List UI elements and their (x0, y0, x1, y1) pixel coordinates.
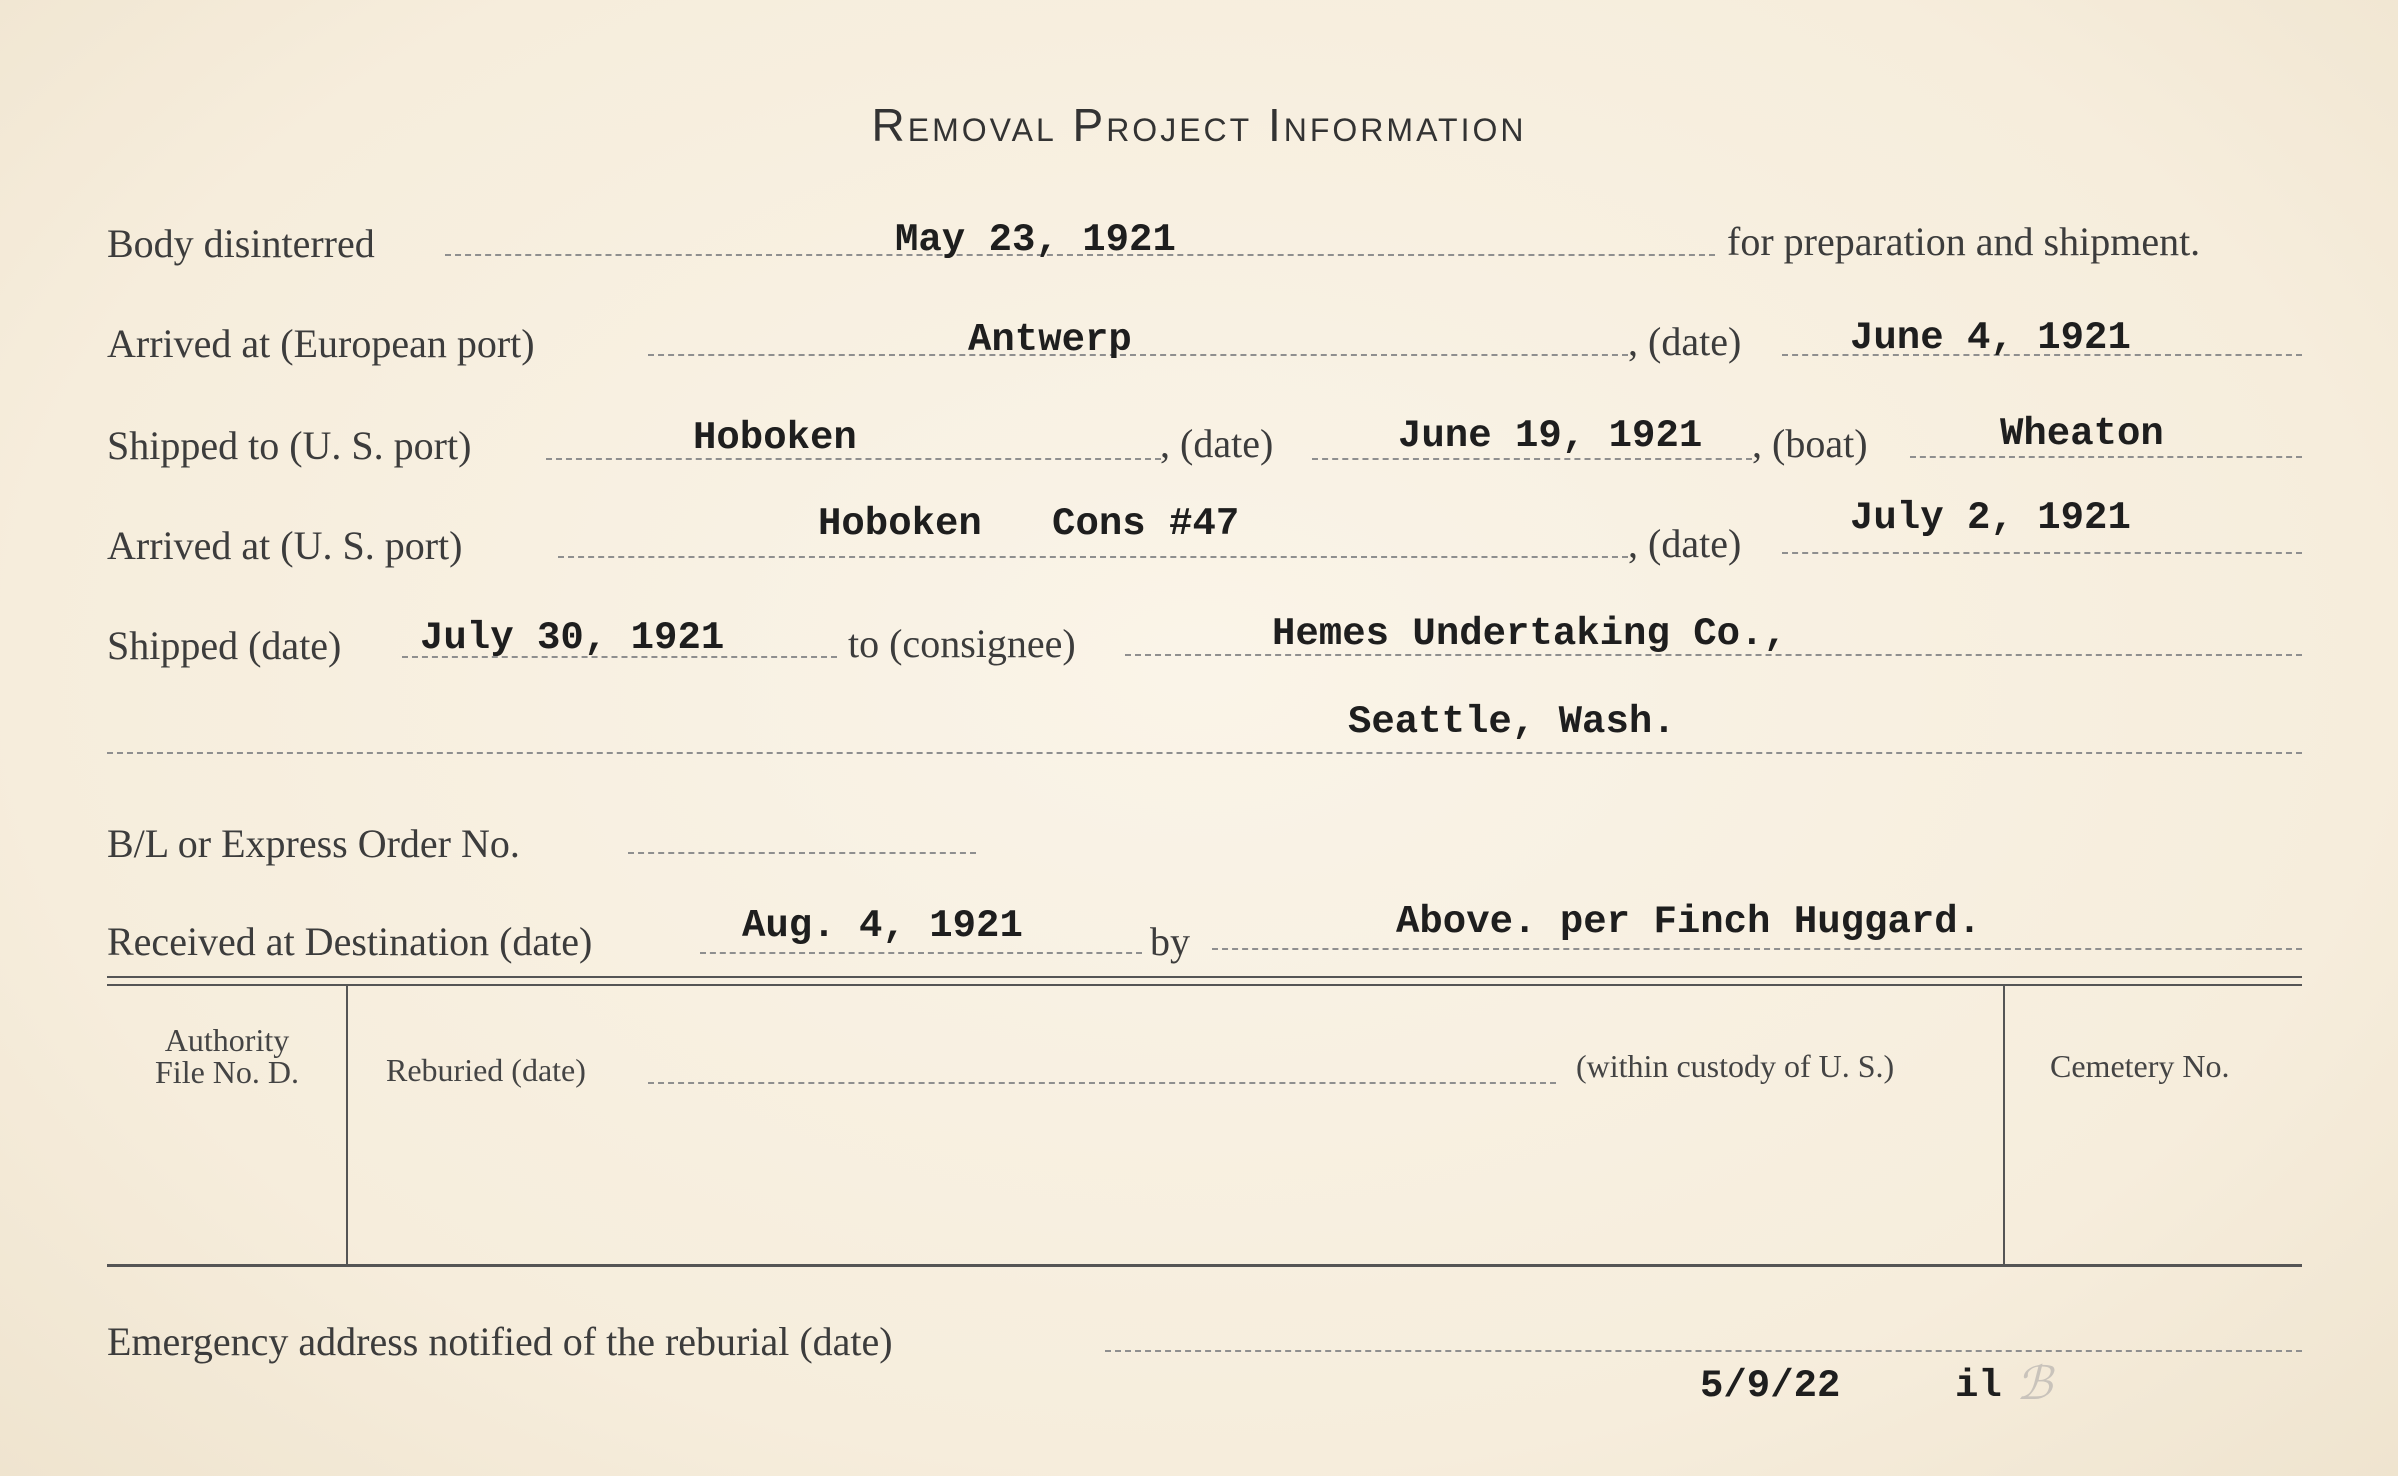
consignee-label: to (consignee) (848, 621, 1076, 666)
arrived-us-date-value: July 2, 1921 (1850, 496, 2131, 540)
european-port-date-label: , (date) (1628, 319, 1742, 364)
emergency-value: 5/9/22 (1700, 1364, 1841, 1408)
european-port-label: Arrived at (European port) (107, 321, 535, 366)
boat-value: Wheaton (2000, 412, 2164, 456)
reburied-label: Reburied (date) (386, 1052, 586, 1088)
emergency-line (1105, 1350, 2302, 1352)
shipped-date-label: Shipped (date) (107, 623, 342, 668)
us-port-value: Hoboken (693, 416, 857, 460)
disinterred-label: Body disinterred (107, 221, 375, 266)
arrived-us-label: Arrived at (U. S. port) (107, 523, 463, 568)
consignee-value: Hemes Undertaking Co., (1272, 612, 1787, 656)
european-port-value: Antwerp (968, 318, 1132, 362)
table-divider-right (2003, 986, 2005, 1264)
us-port-date-label: , (date) (1160, 421, 1274, 466)
table-bottom-rule (107, 1264, 2302, 1267)
shipped-date-value: July 30, 1921 (420, 616, 725, 660)
pencil-mark-icon: ℬ (2016, 1356, 2053, 1410)
us-port-date-value: June 19, 1921 (1398, 414, 1703, 458)
arrived-us-value: Hoboken Cons #47 (818, 502, 1240, 546)
disinterred-suffix: for preparation and shipment. (1727, 219, 2201, 264)
arrived-us-date-line (1782, 552, 2302, 554)
received-by-value: Above. per Finch Huggard. (1396, 900, 1982, 944)
emergency-initials: il (1955, 1364, 2002, 1408)
disinterred-value: May 23, 1921 (895, 218, 1176, 262)
arrived-us-date-label: , (date) (1628, 521, 1742, 566)
received-line (700, 952, 1142, 954)
received-by-line (1212, 948, 2302, 950)
bl-label: B/L or Express Order No. (107, 821, 520, 866)
boat-line (1910, 456, 2302, 458)
received-by-label: by (1150, 919, 1190, 964)
table-top-rule-2 (107, 984, 2302, 986)
authority-label-1: Authority (164, 1022, 290, 1058)
cemetery-label: Cemetery No. (2050, 1048, 2230, 1084)
european-port-date-value: June 4, 1921 (1850, 316, 2131, 360)
boat-label: , (boat) (1752, 421, 1868, 466)
european-port-line (648, 354, 1628, 356)
us-port-label: Shipped to (U. S. port) (107, 423, 472, 468)
emergency-label: Emergency address notified of the reburial (date) (107, 1319, 893, 1364)
us-port-date-line (1312, 458, 1752, 460)
authority-label-2: File No. D. (155, 1054, 299, 1090)
card-title: Removal Project Information (871, 99, 1527, 151)
consignee-line2-value: Seattle, Wash. (1348, 700, 1676, 744)
table-top-rule (107, 976, 2302, 978)
reburied-line (648, 1082, 1556, 1084)
bl-line (628, 852, 976, 854)
custody-label: (within custody of U. S.) (1576, 1048, 1895, 1084)
arrived-us-line (558, 556, 1628, 558)
received-value: Aug. 4, 1921 (742, 904, 1023, 948)
received-label: Received at Destination (date) (107, 919, 593, 964)
consignee-second-line (107, 752, 2302, 754)
